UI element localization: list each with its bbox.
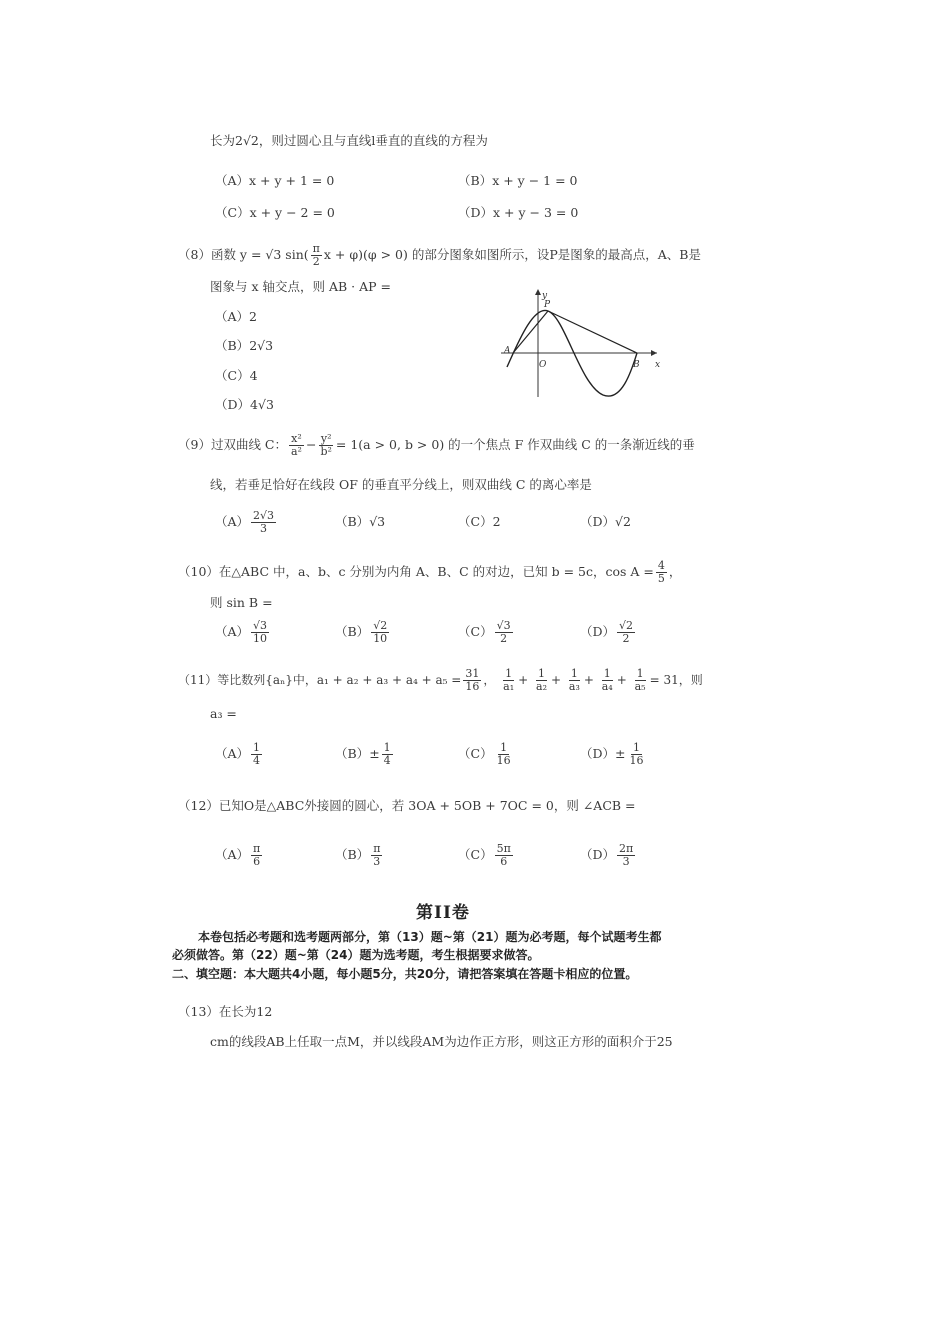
- y-axis-arrow: [535, 289, 541, 295]
- label-o: O: [539, 360, 547, 370]
- q12-option-a: （A） $\frac{\pi}{6}$: [215, 842, 261, 868]
- q12-option-d: （D） $\frac{2\pi}{3}$: [580, 842, 634, 868]
- q9-stem-line2: 线，若垂足恰好在线段 OF 的垂直平分线上，则双曲线 C 的离心率是: [210, 477, 592, 492]
- x-axis-arrow: [651, 350, 657, 356]
- q8-option-b: （B）2√3: [215, 338, 274, 353]
- segment-pb: [548, 311, 637, 353]
- segment-ap: [513, 311, 548, 353]
- q7-option-c: （C）x + y − 2 = 0: [215, 205, 335, 220]
- q8-option-d: （D）4√3: [215, 397, 274, 412]
- label-x: x: [655, 360, 661, 370]
- q8-option-a: （A）2: [215, 309, 257, 324]
- q10-stem-line2: 则 sin B =: [210, 595, 273, 610]
- q7-option-b: （B）x + y − 1 = 0: [458, 173, 578, 188]
- label-p: P: [544, 300, 551, 310]
- q11-option-a: （A） $\frac{1}{4}$: [215, 741, 261, 767]
- q9-option-c: （C）2: [458, 514, 501, 529]
- q11-option-d: （D）± $\frac{1}{16}$: [580, 741, 644, 767]
- q11-option-b: （B）± $\frac{1}{4}$: [335, 741, 391, 767]
- fill-in-heading: 二、填空题：本大题共4小题，每小题5分，共20分，请把答案填在答题卡相应的位置。: [172, 967, 638, 981]
- section-title: 第II卷: [416, 903, 470, 923]
- q10-stem: （10）在△ABC 中，a、b、c 分别为内角 A、B、C 的对边，已知 b = 5c，cos A = $\frac{4}{5}$ ，: [178, 559, 682, 585]
- label-y: y: [542, 291, 548, 301]
- q13-line2: cm的线段AB上任取一点M，并以线段AM为边作正方形，则这正方形的面积介于25: [210, 1034, 673, 1049]
- q13-line1: （13）在长为12: [178, 1004, 273, 1019]
- q8-sine-graph: [495, 285, 665, 403]
- q10-option-a: （A） $\frac{√3}{10}$: [215, 619, 268, 645]
- q7-option-d: （D）x + y − 3 = 0: [458, 205, 579, 220]
- section-intro-line2: 必须做答。第（22）题~第（24）题为选考题，考生根据要求做答。: [172, 948, 540, 962]
- q10-option-d: （D） $\frac{√2}{2}$: [580, 619, 634, 645]
- q10-option-c: （C） $\frac{√3}{2}$: [458, 619, 511, 645]
- q8-stem: （8）函数 y = √3 sin( $\frac{\pi}{2}$ x + φ)(φ > 0) 的部分图象如图所示，设P是图象的最高点，A、B是: [178, 242, 701, 268]
- q11-option-c: （C） $\frac{1}{16}$: [458, 741, 511, 767]
- q9-stem: （9）过双曲线 C： $\frac{\text{x²}}{\text{a²}}$ − $\frac{\text{y²}}{\text{b²}}$ = 1(a > 0, b > 0) 的一个焦点 F 作双曲线 C 的一条渐近线的垂: [178, 432, 695, 458]
- q8-option-c: （C）4: [215, 368, 258, 383]
- q9-option-d: （D）√2: [580, 514, 631, 529]
- q8-fraction: $\frac{\pi}{2}$: [312, 242, 320, 268]
- q7-option-a: （A）x + y + 1 = 0: [215, 173, 335, 188]
- q8-stem-line2: 图象与 x 轴交点，则 AB · AP =: [210, 279, 391, 294]
- q12-stem: （12）已知O是△ABC外接圆的圆心，若 3OA + 5OB + 7OC = 0，则 ∠ACB =: [178, 798, 636, 813]
- section-intro-line1: 本卷包括必考题和选考题两部分，第（13）题~第（21）题为必考题，每个试题考生都: [198, 930, 662, 944]
- label-a: A: [504, 346, 511, 356]
- q10-option-b: （B） $\frac{√2}{10}$: [335, 619, 388, 645]
- label-b: B: [633, 360, 640, 370]
- q11-stem-line2: a₃ =: [210, 706, 237, 721]
- q11-stem: （11）等比数列{aₙ}中，a₁ + a₂ + a₃ + a₄ + a₅ = $\frac{31}{16}$ ， $\frac{1}{\text{a₁}}$ + $\frac{1}{\text{a₂}}$ + $\frac{1}{\text{a₃}}$ + $\frac{1}{\text{a₄}}$ + $\frac{1}{\text{a₅}}$ = 31，则: [178, 667, 703, 693]
- q7-stem-end: 长为2√2，则过圆心且与直线l垂直的直线的方程为: [210, 133, 488, 148]
- q9-option-a: （A） $\frac{2√3}{3}$: [215, 509, 275, 535]
- q9-option-b: （B）√3: [335, 514, 386, 529]
- q12-option-c: （C） $\frac{5\pi}{6}$: [458, 842, 511, 868]
- q12-option-b: （B） $\frac{\pi}{3}$: [335, 842, 381, 868]
